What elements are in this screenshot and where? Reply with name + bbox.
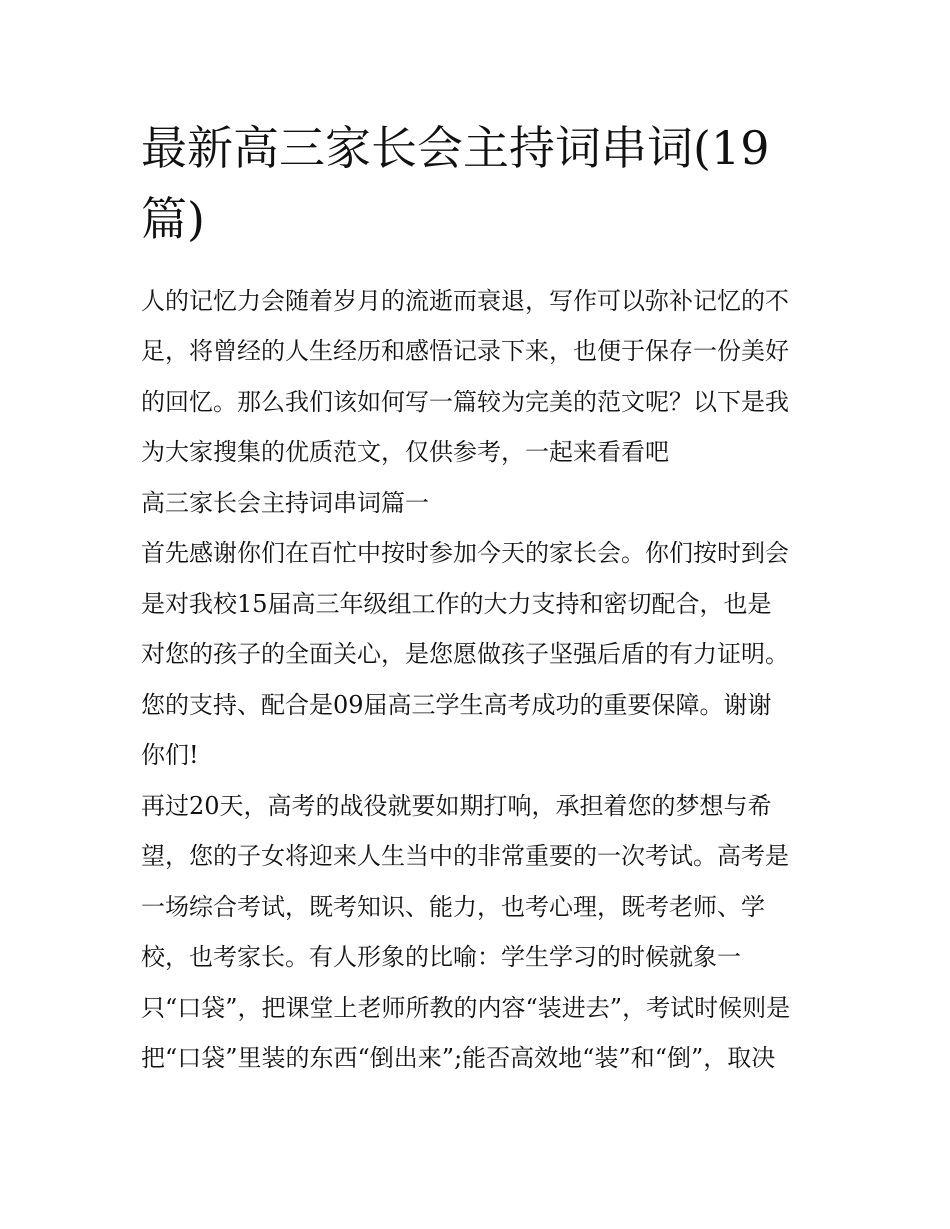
body-line: 首先感谢你们在百忙中按时参加今天的家长会。你们按时到会 [141, 539, 789, 567]
body-line: 足，将曾经的人生经历和感悟记录下来，也便于保存一份美好 [141, 337, 789, 365]
body-line: 你们! [141, 741, 199, 769]
document-title: 最新高三家长会主持词串词(19篇) [141, 121, 770, 246]
body-line: 望，您的子女将迎来人生当中的非常重要的一次考试。高考是 [141, 842, 789, 870]
body-line: 的回忆。那么我们该如何写一篇较为完美的范文呢？以下是我 [141, 388, 789, 416]
body-line: 只“口袋”，把课堂上老师所教的内容“装进去”，考试时候则是 [141, 994, 791, 1022]
body-line: 是对我校15届高三年级组工作的大力支持和密切配合，也是 [141, 590, 772, 618]
body-line: 一场综合考试，既考知识、能力，也考心理，既考老师、学 [141, 893, 765, 921]
section-heading: 高三家长会主持词串词篇一 [141, 489, 429, 517]
body-line: 对您的孩子的全面关心，是您愿做孩子坚强后盾的有力证明。 [141, 640, 789, 668]
body-line: 再过20天，高考的战役就要如期打响，承担着您的梦想与希 [141, 792, 772, 820]
body-line: 您的支持、配合是09届高三学生高考成功的重要保障。谢谢 [141, 691, 772, 719]
body-line: 校，也考家长。有人形象的比喻：学生学习的时候就象一 [141, 943, 741, 971]
body-line: 人的记忆力会随着岁月的流逝而衰退，写作可以弥补记忆的不 [141, 287, 789, 315]
body-line: 把“口袋”里装的东西“倒出来”;能否高效地“装”和“倒”，取决 [141, 1044, 776, 1072]
body-line: 为大家搜集的优质范文，仅供参考，一起来看看吧 [141, 438, 669, 466]
